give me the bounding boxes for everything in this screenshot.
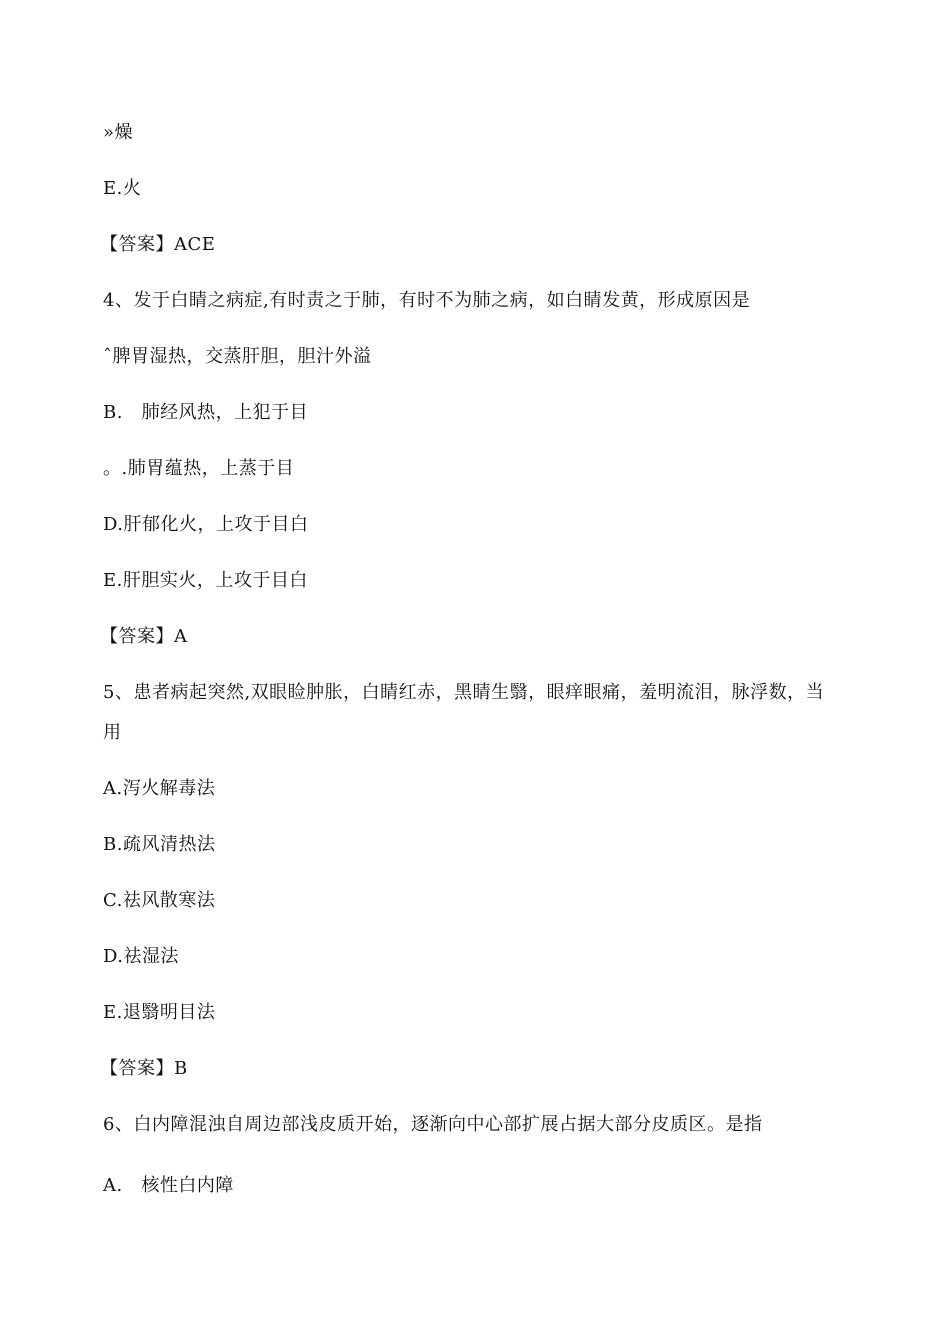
option-a-q5: A.泻火解毒法 [103,778,216,799]
option-b-q5: B.疏风清热法 [103,834,216,855]
option-fragment-dry: »燥 [103,122,134,143]
option-a-q4: ˆ脾胃湿热，交蒸肝胆，胆汁外溢 [103,346,372,367]
option-a-q6: A. 核性白内障 [103,1175,234,1196]
option-d-q5: D.祛湿法 [103,946,180,967]
option-b-q4: B. 肺经风热，上犯于目 [103,402,309,423]
option-c-q5: C.祛风散寒法 [103,890,216,911]
answer-q3: 【答案】ACE [100,234,216,255]
question-6: 6、白内障混浊自周边部浅皮质开始，逐渐向中心部扩展占据大部分皮质区。是指 [103,1114,763,1135]
option-e-fire: E.火 [103,178,142,199]
answer-q4: 【答案】A [100,626,188,647]
option-e-q5: E.退翳明目法 [103,1002,216,1023]
option-c-q4: 。.肺胃蕴热，上蒸于目 [103,458,295,479]
question-4: 4、发于白睛之病症,有时责之于肺，有时不为肺之病，如白睛发黄，形成原因是 [103,290,751,311]
option-d-q4: D.肝郁化火，上攻于目白 [103,514,309,535]
question-5: 5、患者病起突然,双眼睑肿胀，白睛红赤，黑睛生翳，眼痒眼痛，羞明流泪，脉浮数，当 [103,682,825,703]
option-e-q4: E.肝胆实火，上攻于目白 [103,570,308,591]
answer-q5: 【答案】B [100,1058,188,1079]
question-5-continued: 用 [103,722,122,743]
